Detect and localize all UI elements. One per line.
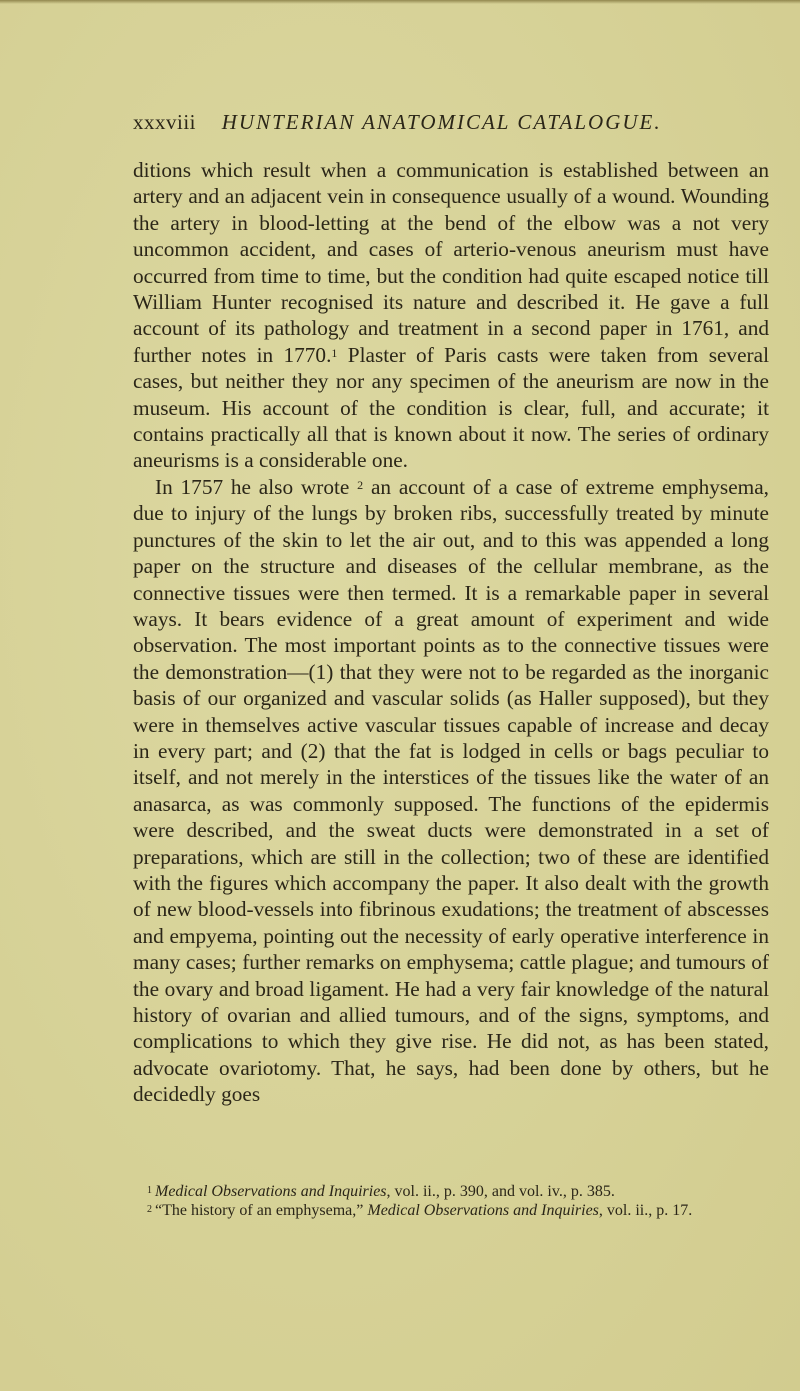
footnote-marker: 2 — [147, 1204, 152, 1215]
footnote-citation: , vol. ii., p. 17. — [598, 1202, 693, 1219]
paragraph-text: Plaster of Paris casts were taken from several cases, but neither they nor any specimen of the aneurism are now in the museum. His account of the condition is clear, full, and accurate; it contains practically all that is known about it now. The series of ordinary aneurisms is a considerable one. — [133, 342, 769, 473]
paragraph-text: ditions which result when a communication is established between an artery and an adjacent vein in consequence usually of a wound. Wounding the artery in blood-letting at the bend of the elbow was a not very uncommon accident, and cases of arterio-venous aneurism must have occurred from time to time, but the condition had quite escaped notice till William Hunter recognised its nature and described it. He gave a full account of its pathology and treatment in a second paper in 1761, and further notes in 1770. — [133, 158, 769, 367]
page-number: xxxviii — [133, 110, 197, 134]
footnote-article-title: “The history of an emphysema,” — [155, 1202, 368, 1219]
paragraph-text: In 1757 he also wrote — [155, 474, 358, 499]
running-head — [133, 110, 662, 135]
footnote-2 — [133, 1201, 769, 1220]
paragraph-aneurism — [133, 157, 769, 474]
footnote-source-title: Medical Observations and Inquiries — [367, 1202, 599, 1219]
footnote-marker: 1 — [147, 1185, 152, 1196]
running-title: HUNTERIAN ANATOMICAL CATALOGUE. — [221, 110, 662, 134]
paragraph-emphysema — [133, 474, 769, 1108]
footnote-citation: , vol. ii., p. 390, and vol. iv., p. 385. — [386, 1183, 615, 1200]
footnote-ref-2: 2 — [357, 477, 364, 492]
footnotes — [133, 1182, 769, 1220]
footnote-source-title: Medical Observations and Inquiries — [155, 1183, 387, 1200]
footnote-ref-1: 1 — [331, 345, 338, 360]
footnote-1 — [133, 1182, 769, 1201]
paragraph-text: an account of a case of extreme emphysema, due to injury of the lungs by broken ribs, successfully treated by minute punctures of the skin to let the air out, and to this was appended a long paper on the structure and diseases of the cellular membrane, as the connective tissues were then termed. It is a remarkable paper in several ways. It bears evidence of a great amount of experiment and wide observation. The most important points as to the connective tissues were the demonstration—(1) that they were not to be regarded as the inorganic basis of our organized and vascular solids (as Haller supposed), but they were in themselves active vascular tissues capable of increase and decay in every part; and (2) that the fat is lodged in cells or bags peculiar to itself, and not merely in the interstices of the tissues like the water of an anasarca, as was commonly supposed. The functions of the epidermis were described, and the sweat ducts were demonstrated in a set of preparations, which are still in the collection; two of these are identified with the figures which accompany the paper. It also dealt with the growth of new blood-vessels into fibrinous exudations; the treatment of abscesses and empyema, pointing out the necessity of early operative interference in many cases; further remarks on emphysema; cattle plague; and tumours of the ovary and broad ligament. He had a very fair knowledge of the natural history of ovarian and allied tumours, and of the signs, symptoms, and complications to which they give rise. He did not, as has been stated, advocate ovariotomy. That, he says, had been done by others, but he decidedly goes — [133, 474, 769, 1107]
body-text — [133, 157, 769, 1108]
